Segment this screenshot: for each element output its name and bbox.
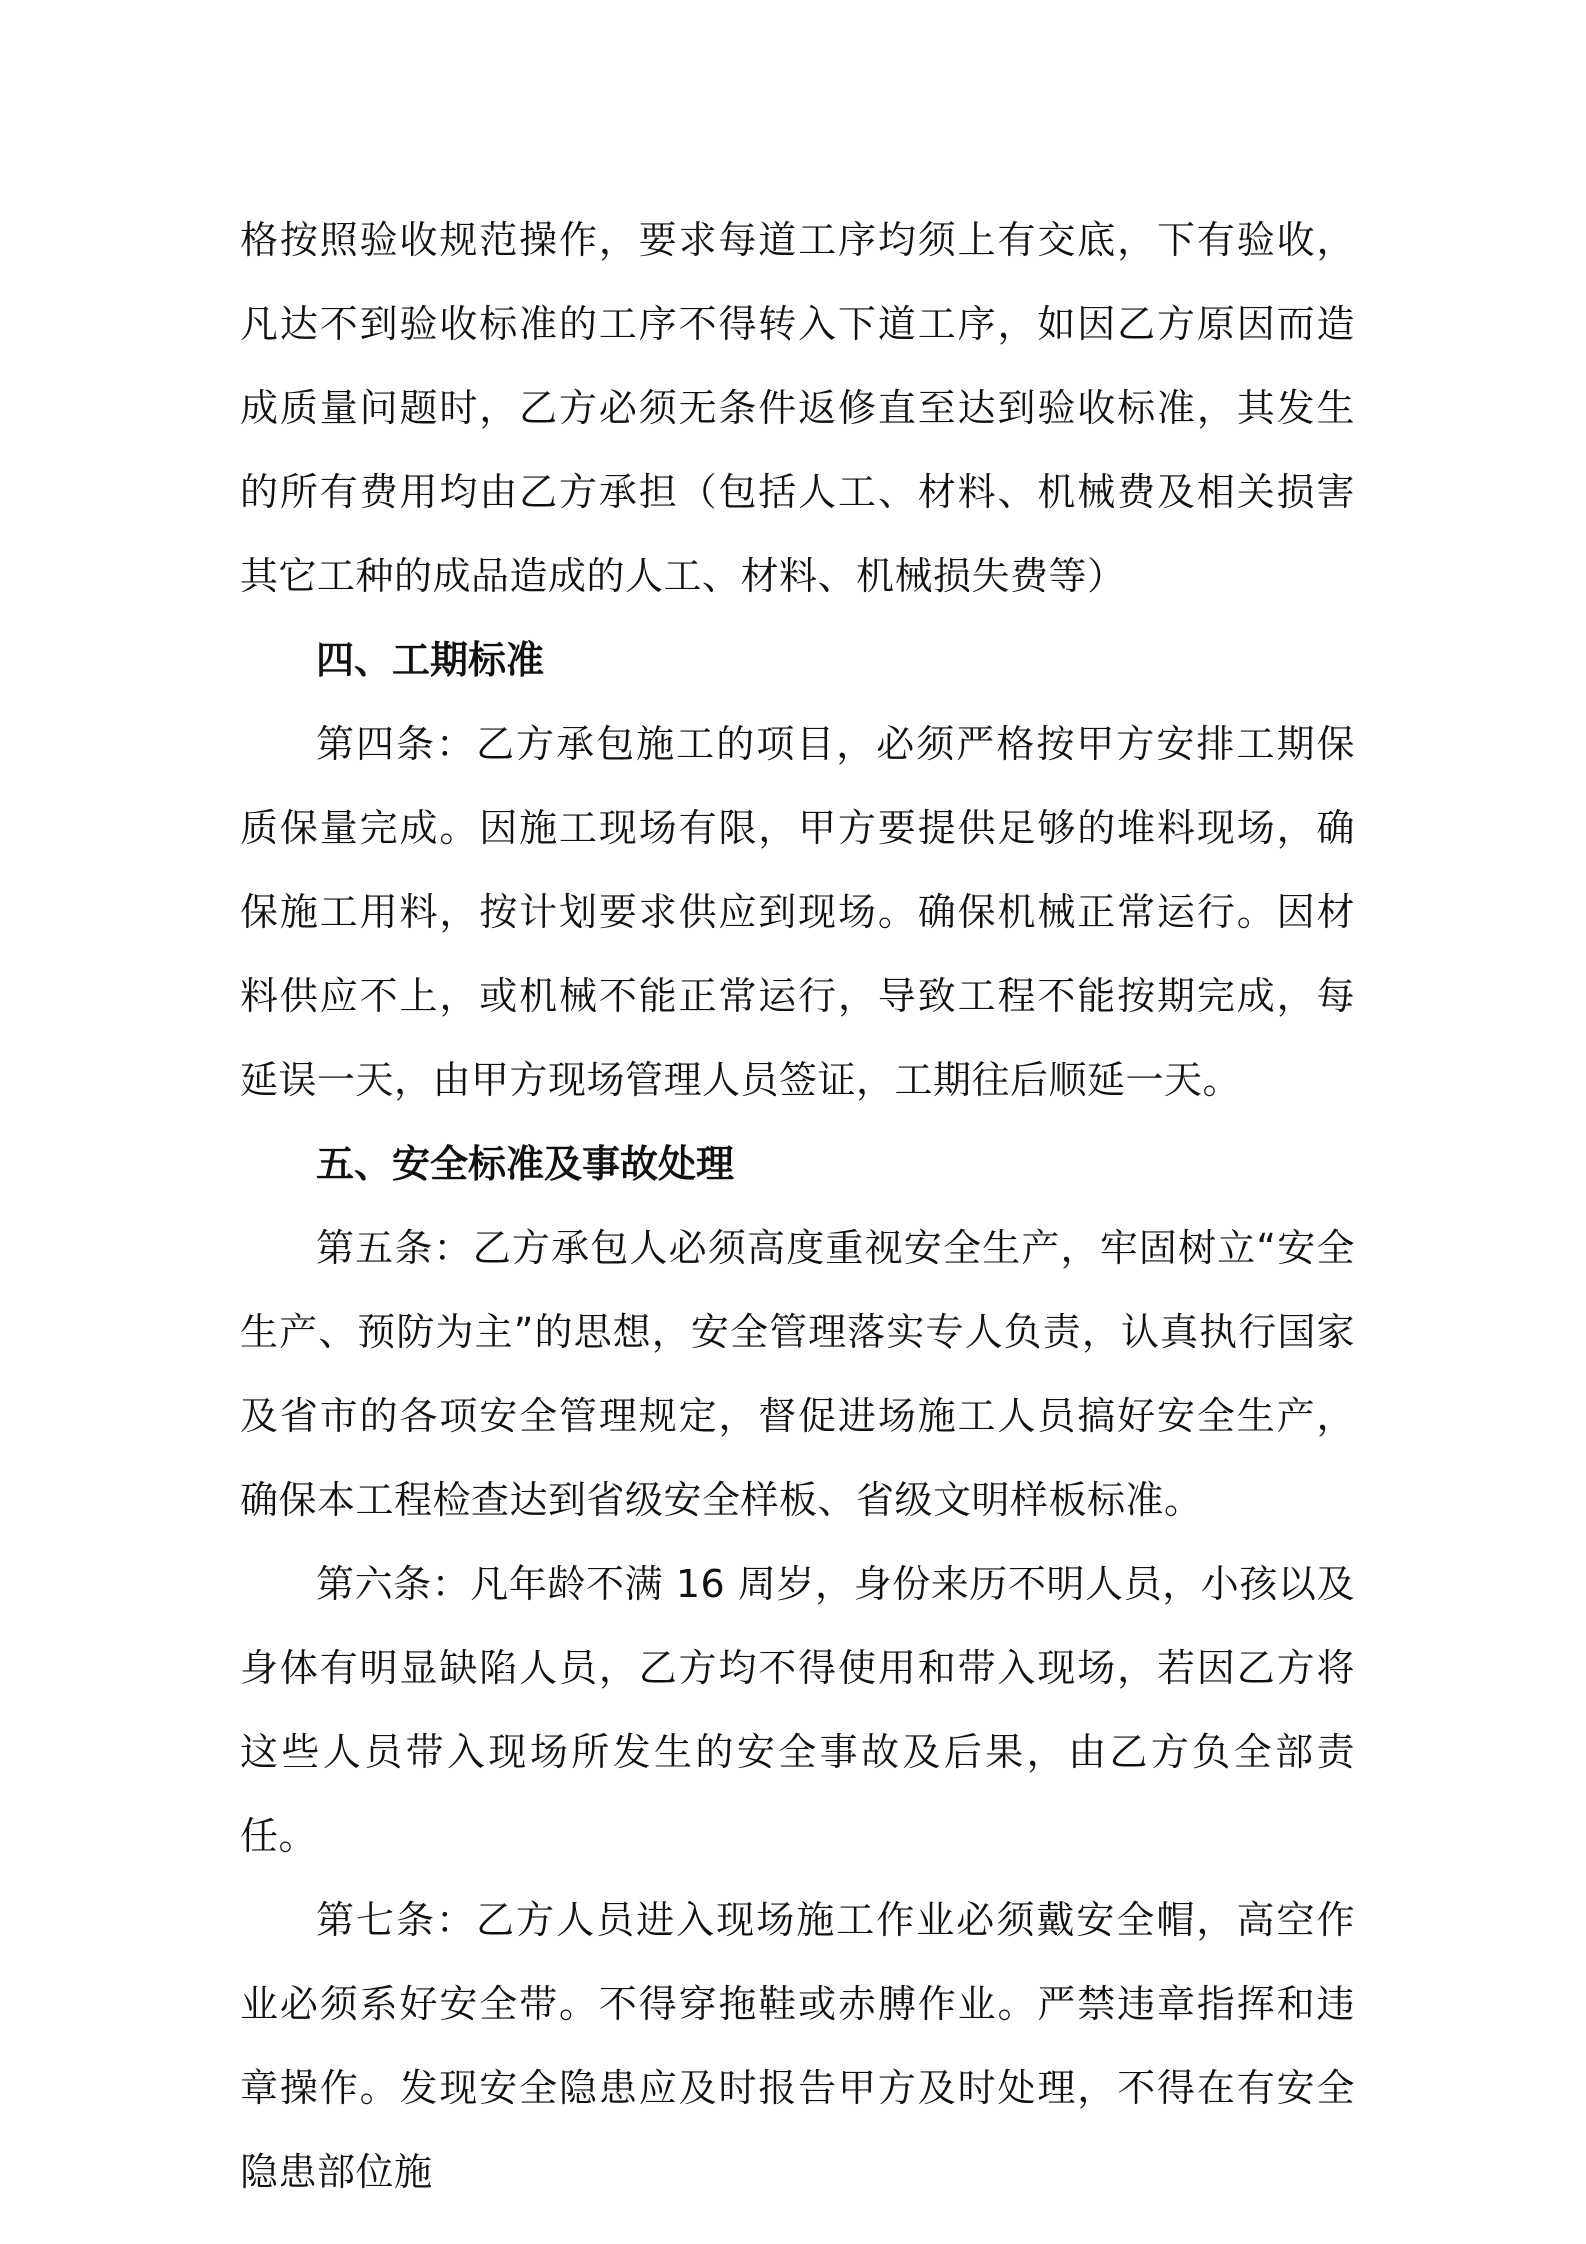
document-body: [240, 198, 1355, 2214]
clause-7: 第七条：乙方人员进入现场施工作业必须戴安全帽，高空作业必须系好安全带。不得穿拖鞋或赤膊作业。严禁违章指挥和违章操作。发现安全隐患应及时报告甲方及时处理，不得在有安全隐患部位施: [240, 1898, 1355, 2194]
clause-4: 第四条：乙方承包施工的项目，必须严格按甲方安排工期保质保量完成。因施工现场有限，甲方要提供足够的堆料现场，确保施工用料，按计划要求供应到现场。确保机械正常运行。因材料供应不上，或机械不能正常运行，导致工程不能按期完成，每延误一天，由甲方现场管理人员签证，工期往后顺延一天。: [240, 722, 1355, 1102]
paragraph-quality-continued: 格按照验收规范操作，要求每道工序均须上有交底，下有验收，凡达不到验收标准的工序不得转入下道工序，如因乙方原因而造成质量问题时，乙方必须无条件返修直至达到验收标准，其发生的所有费用均由乙方承担（包括人工、材料、机械费及相关损害其它工种的成品造成的人工、材料、机械损失费等）: [240, 218, 1355, 598]
clause-6: 第六条：凡年龄不满 16 周岁，身份来历不明人员，小孩以及身体有明显缺陷人员，乙方均不得使用和带入现场，若因乙方将这些人员带入现场所发生的安全事故及后果，由乙方负全部责任。: [240, 1562, 1355, 1858]
clause-5: 第五条：乙方承包人必须高度重视安全生产，牢固树立“安全生产、预防为主”的思想，安全管理落实专人负责，认真执行国家及省市的各项安全管理规定，督促进场施工人员搞好安全生产，确保本工程检查达到省级安全样板、省级文明样板标准。: [240, 1226, 1355, 1522]
section-heading-safety: 五、安全标准及事故处理: [316, 1142, 735, 1186]
section-heading-schedule: 四、工期标准: [316, 638, 545, 682]
